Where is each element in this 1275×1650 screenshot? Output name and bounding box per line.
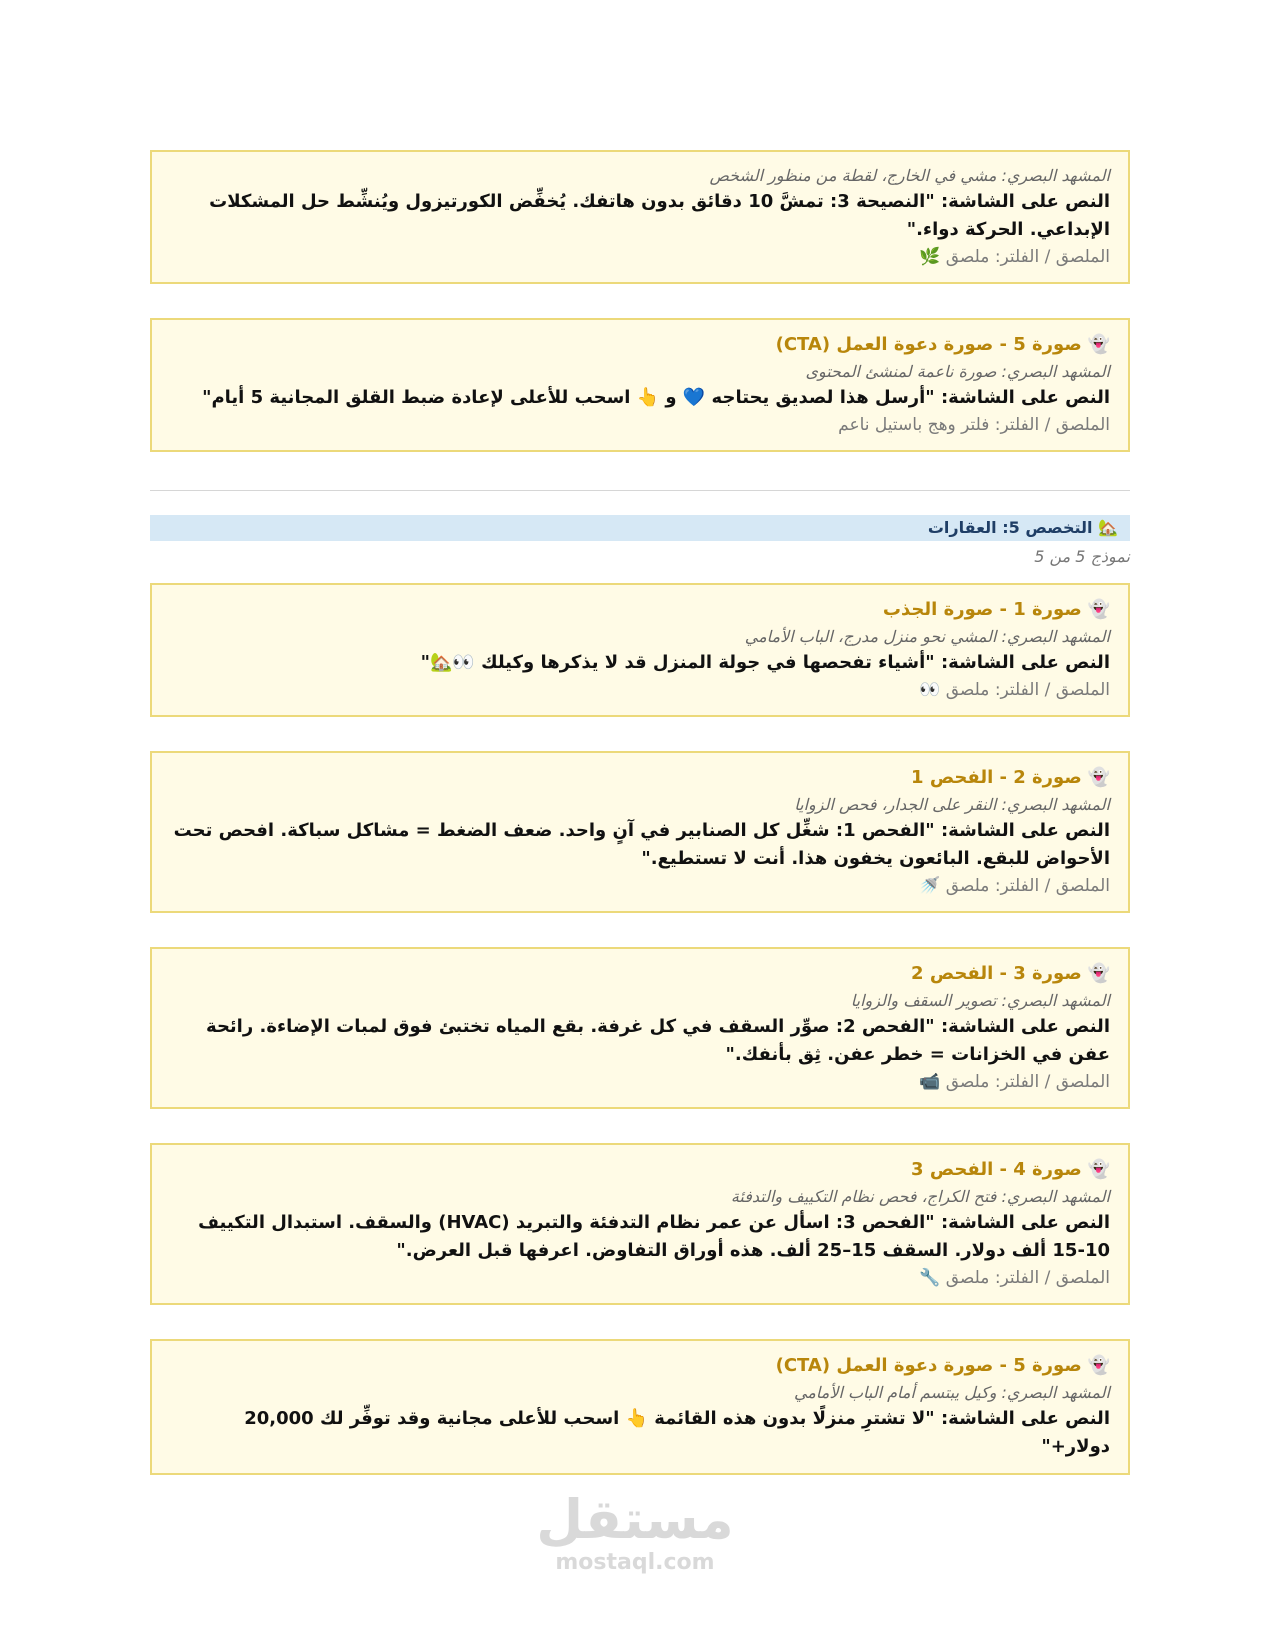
slide-title-text: صورة 1 - صورة الجذب (882, 599, 1082, 620)
ghost-icon: 👻 (1087, 334, 1110, 355)
slide-title-text: صورة 3 - الفحص 2 (911, 963, 1082, 984)
sticker-filter-text: الملصق / الفلتر: ملصق 🌿 (919, 247, 1110, 267)
slide-title (170, 765, 1110, 791)
slide-title (170, 1353, 1110, 1379)
ghost-icon: 👻 (1087, 1159, 1110, 1180)
onscreen-text: النص على الشاشة: "الفحص 2: صوِّر السقف في كل غرفة. بقع المياه تختبئ فوق لمبات الإضاءة. رائحة عفن في الخزانات = خطر عفن. ثِق بأنفك." (206, 1016, 1110, 1065)
ghost-icon: 👻 (1087, 599, 1110, 620)
visual-scene-text: المشهد البصري: تصوير السقف والزوايا (850, 991, 1110, 1010)
visual-scene-text: المشهد البصري: فتح الكراج، فحص نظام التكييف والتدفئة (730, 1187, 1110, 1206)
slide-card (150, 583, 1130, 717)
slide-title (170, 597, 1110, 623)
ghost-icon: 👻 (1087, 767, 1110, 788)
slide-card (150, 150, 1130, 284)
slide-title (170, 961, 1110, 987)
onscreen-text: النص على الشاشة: "لا تشترِ منزلًا بدون هذه القائمة 👆 اسحب للأعلى مجانية وقد توفِّر لك 20,000 دولار+" (244, 1408, 1110, 1457)
slide-title-text: صورة 2 - الفحص 1 (911, 767, 1082, 788)
visual-scene-text: المشهد البصري: وكيل يبتسم أمام الباب الأمامي (793, 1383, 1110, 1402)
slide-title-text: صورة 5 - صورة دعوة العمل (CTA) (775, 334, 1082, 355)
sticker-filter-text: الملصق / الفلتر: فلتر وهج باستيل ناعم (838, 415, 1110, 435)
slide-title-text: صورة 4 - الفحص 3 (911, 1159, 1082, 1180)
onscreen-text: النص على الشاشة: "النصيحة 3: تمشَّ 10 دقائق بدون هاتفك. يُخفِّض الكورتيزول ويُنشِّط حل المشكلات الإبداعي. الحركة دواء." (209, 191, 1110, 240)
visual-scene-text: المشهد البصري: المشي نحو منزل مدرج، الباب الأمامي (744, 627, 1110, 646)
onscreen-text: النص على الشاشة: "الفحص 1: شغِّل كل الصنابير في آنٍ واحد. ضعف الضغط = مشاكل سباكة. افحص تحت الأحواض للبقع. البائعون يخفون هذا. أنت لا تستطيع." (173, 820, 1110, 869)
slide-card (150, 318, 1130, 452)
slide-card (150, 1143, 1130, 1305)
section-divider (150, 490, 1130, 491)
visual-scene-text: المشهد البصري: مشي في الخارج، لقطة من منظور الشخص (709, 166, 1110, 185)
onscreen-text: النص على الشاشة: "أشياء تفحصها في جولة المنزل قد لا يذكرها وكيلك 👀🏡" (420, 652, 1110, 673)
visual-scene-text: المشهد البصري: النقر على الجدار، فحص الزوايا (794, 795, 1110, 814)
onscreen-text: النص على الشاشة: "أرسل هذا لصديق يحتاجه 💙 و 👆 اسحب للأعلى لإعادة ضبط القلق المجانية 5 أيام" (202, 387, 1110, 408)
slide-title (170, 1157, 1110, 1183)
section-subheading: نموذج 5 من 5 (1034, 547, 1130, 566)
slide-title-text: صورة 5 - صورة دعوة العمل (CTA) (775, 1355, 1082, 1376)
slide-card (150, 1339, 1130, 1475)
sticker-filter-text: الملصق / الفلتر: ملصق 📹 (919, 1072, 1110, 1092)
slide-card (150, 947, 1130, 1109)
sticker-filter-text: الملصق / الفلتر: ملصق 🔧 (919, 1268, 1110, 1288)
onscreen-text: النص على الشاشة: "الفحص 3: اسأل عن عمر نظام التدفئة والتبريد (HVAC) والسقف. استبدال التكييف 10-15 ألف دولار. السقف 15–25 ألف. هذه أوراق التفاوض. اعرفها قبل العرض." (198, 1212, 1110, 1261)
slide-card (150, 751, 1130, 913)
slide-title (170, 332, 1110, 358)
sticker-filter-text: الملصق / الفلتر: ملصق 🚿 (919, 876, 1110, 896)
sticker-filter-text: الملصق / الفلتر: ملصق 👀 (919, 680, 1110, 700)
document-page (150, 150, 1130, 1475)
ghost-icon: 👻 (1087, 1355, 1110, 1376)
mostaql-watermark (515, 1490, 755, 1576)
watermark-arabic: مستقل (536, 1488, 734, 1551)
visual-scene-text: المشهد البصري: صورة ناعمة لمنشئ المحتوى (805, 362, 1110, 381)
section-heading: 🏡 التخصص 5: العقارات (150, 515, 1130, 541)
ghost-icon: 👻 (1087, 963, 1110, 984)
watermark-latin: mostaql.com (555, 1550, 715, 1575)
